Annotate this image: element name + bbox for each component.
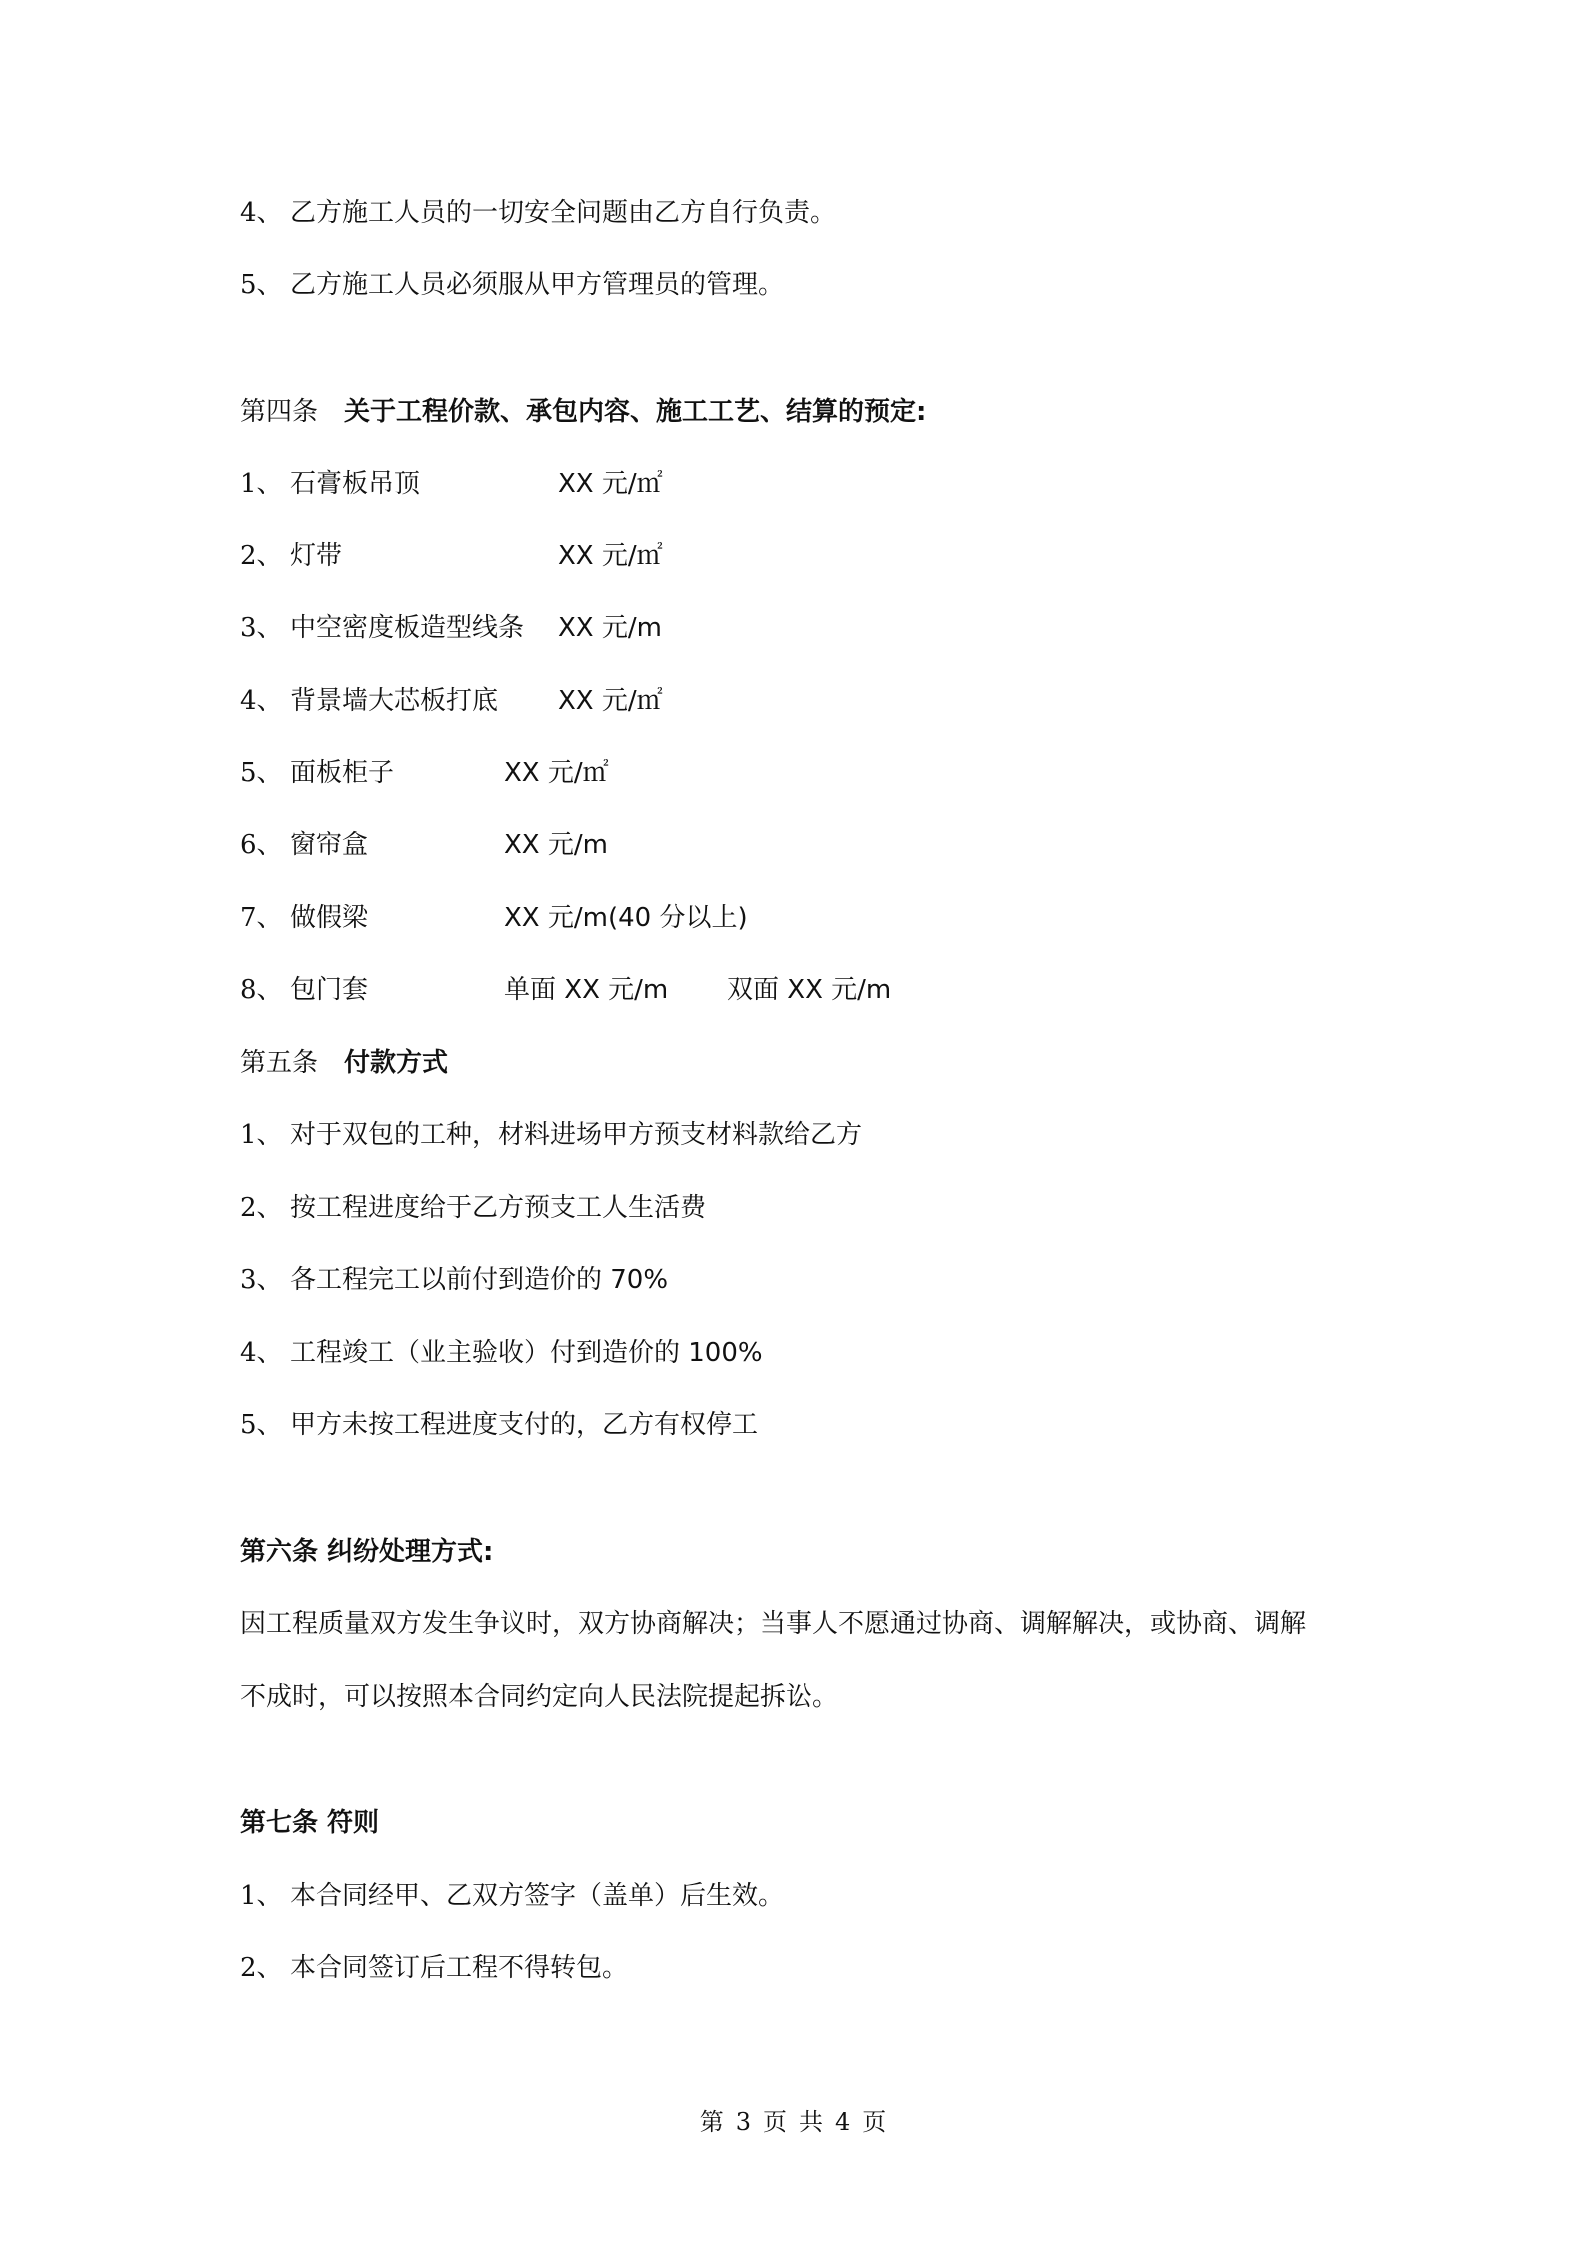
- item-price: XX 元/m: [558, 613, 662, 643]
- footer-page-word: 页: [763, 2108, 787, 2136]
- list-number: 4、: [240, 198, 283, 228]
- item-price: 单面 XX 元/m: [504, 975, 669, 1005]
- section-heading-7: 第七条 符则: [240, 1808, 380, 1838]
- list-text: 按工程进度给于乙方预支工人生活费: [290, 1193, 707, 1223]
- item-name: 包门套: [290, 975, 369, 1005]
- list-text: 乙方施工人员必须服从甲方管理员的管理。: [290, 270, 785, 300]
- item-name: 做假梁: [290, 903, 369, 933]
- list-text: 甲方未按工程进度支付的，乙方有权停工: [290, 1410, 759, 1440]
- list-number: 5、: [240, 1410, 283, 1440]
- footer-suffix: 页: [862, 2108, 887, 2136]
- item-name: 面板柜子: [290, 758, 395, 788]
- list-number: 1、: [240, 1881, 283, 1911]
- item-name: 背景墙大芯板打底: [290, 686, 499, 716]
- section-heading-6: 第六条 纠纷处理方式:: [240, 1537, 494, 1567]
- paragraph-line: 因工程质量双方发生争议时，双方协商解决；当事人不愿通过协商、调解解决，或协商、调解: [240, 1609, 1307, 1639]
- page-footer: [0, 2102, 1586, 2137]
- list-number: 3、: [240, 613, 283, 643]
- list-number: 2、: [240, 1193, 283, 1223]
- item-price: XX 元/㎡: [504, 758, 609, 788]
- item-price-alt: 双面 XX 元/m: [727, 975, 892, 1005]
- list-number: 4、: [240, 1338, 283, 1368]
- section-label: 第四条: [240, 397, 319, 427]
- item-name: 灯带: [290, 541, 343, 571]
- item-price: XX 元/㎡: [558, 686, 663, 716]
- list-number: 1、: [240, 1120, 283, 1150]
- list-text: 本合同经甲、乙双方签字（盖单）后生效。: [290, 1881, 785, 1911]
- list-number: 5、: [240, 758, 283, 788]
- list-text: 乙方施工人员的一切安全问题由乙方自行负责。: [290, 198, 837, 228]
- total-page-number: 4: [835, 2108, 851, 2136]
- current-page-number: 3: [735, 2108, 751, 2136]
- item-name: 中空密度板造型线条: [290, 613, 525, 643]
- item-price: XX 元/m(40 分以上): [504, 903, 748, 933]
- list-number: 6、: [240, 830, 283, 860]
- list-number: 1、: [240, 469, 283, 499]
- section-title: 关于工程价款、承包内容、施工工艺、结算的预定:: [344, 397, 927, 427]
- item-name: 窗帘盒: [290, 830, 369, 860]
- footer-total-word: 共: [799, 2108, 823, 2136]
- list-number: 5、: [240, 270, 283, 300]
- list-number: 3、: [240, 1265, 283, 1295]
- list-text: 对于双包的工种，材料进场甲方预支材料款给乙方: [290, 1120, 863, 1150]
- section-label: 第五条: [240, 1048, 319, 1078]
- footer-prefix: 第: [699, 2108, 724, 2136]
- list-number: 7、: [240, 903, 283, 933]
- list-number: 8、: [240, 975, 283, 1005]
- section-title: 付款方式: [344, 1048, 449, 1078]
- list-text: 各工程完工以前付到造价的 70%: [290, 1265, 669, 1295]
- item-price: XX 元/m: [504, 830, 608, 860]
- paragraph-line: 不成时，可以按照本合同约定向人民法院提起拆讼。: [240, 1682, 839, 1712]
- item-price: XX 元/㎡: [558, 469, 663, 499]
- list-number: 2、: [240, 1953, 283, 1983]
- list-number: 2、: [240, 541, 283, 571]
- list-text: 工程竣工（业主验收）付到造价的 100%: [290, 1338, 763, 1368]
- item-price: XX 元/㎡: [558, 541, 663, 571]
- list-number: 4、: [240, 686, 283, 716]
- list-text: 本合同签订后工程不得转包。: [290, 1953, 629, 1983]
- item-name: 石膏板吊顶: [290, 469, 421, 499]
